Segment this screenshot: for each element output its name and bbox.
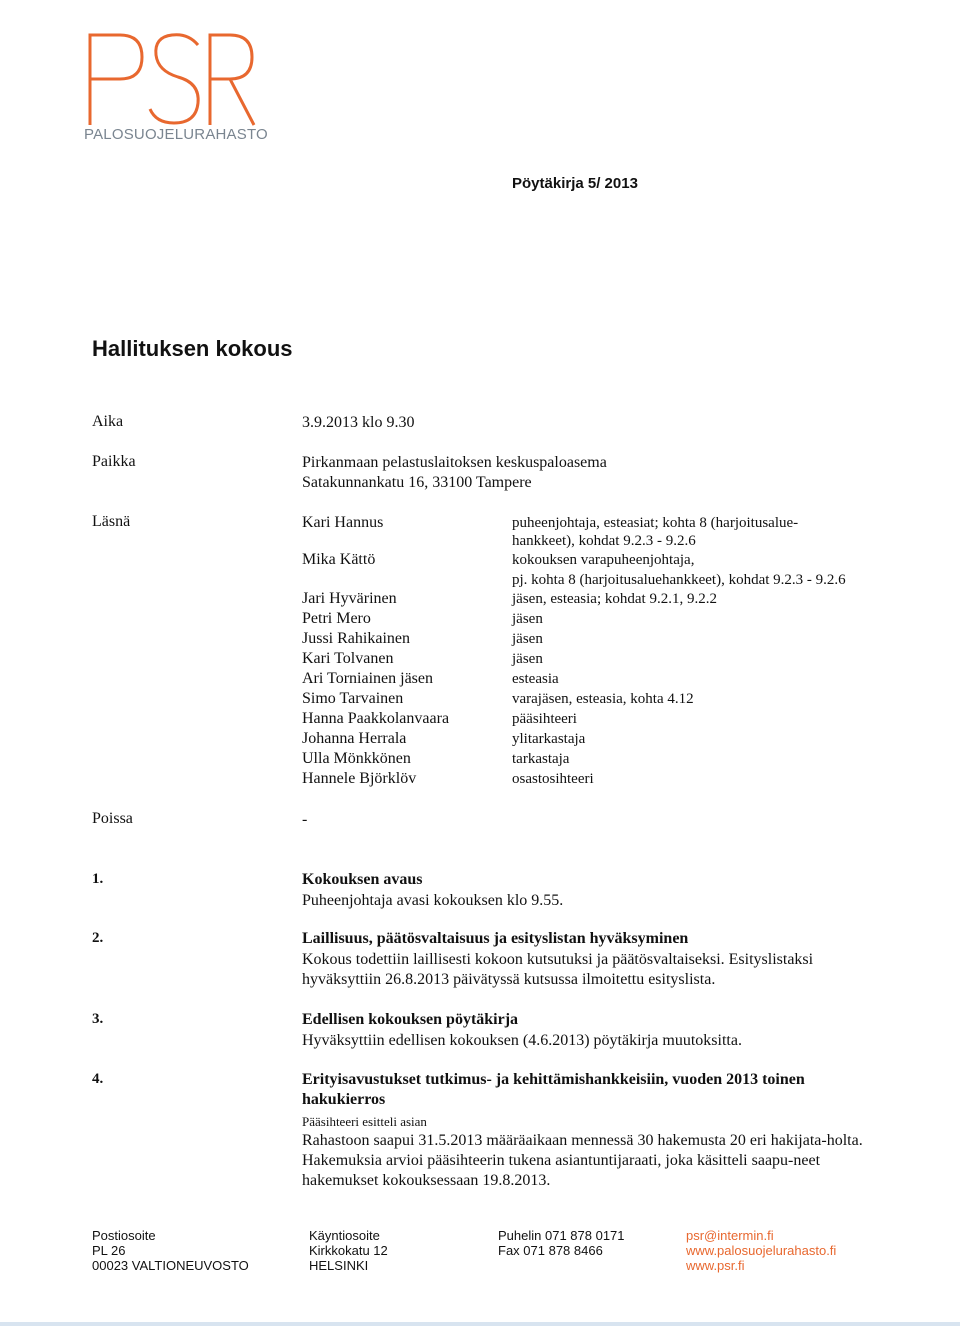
footer-postal-address — [92, 1228, 249, 1273]
attendee-role: jäsen — [512, 631, 543, 647]
attendee-name: Jussi Rahikainen — [302, 630, 410, 647]
logo-name: PALOSUOJELURAHASTO — [84, 126, 268, 143]
lasna-label: Läsnä — [92, 513, 131, 530]
attendee-name: Hanna Paakkolanvaara — [302, 710, 450, 727]
paikka-line1: Pirkanmaan pelastuslaitoksen keskuspaloasema — [302, 454, 607, 471]
attendee-role-cont: pj. kohta 8 (harjoitusaluehankkeet), kohdat 9.2.3 - 9.2.6 — [512, 572, 846, 588]
attendee-name: Simo Tarvainen — [302, 690, 404, 707]
section-body: Hyväksyttiin edellisen kokouksen (4.6.2013) pöytäkirja muutoksitta. — [302, 1032, 742, 1049]
section-body: Puheenjohtaja avasi kokouksen klo 9.55. — [302, 892, 564, 909]
attendee-role: puheenjohtaja, esteasiat; kohta 8 (harjoitusalue- — [512, 515, 799, 531]
footer-postal-line: 00023 VALTIONEUVOSTO — [92, 1258, 249, 1273]
footer-visit-heading: Käyntiosoite — [309, 1228, 380, 1243]
attendee-name: Jari Hyvärinen — [302, 590, 397, 607]
section-title: Laillisuus, päätösvaltaisuus ja esityslistan hyväksyminen — [302, 930, 689, 947]
footer-phone-line: Puhelin 071 878 0171 — [498, 1228, 625, 1243]
attendee-name: Kari Tolvanen — [302, 650, 394, 667]
section-body: Rahastoon saapui 31.5.2013 määräaikaan mennessä 30 hakemusta 20 eri hakijata-holta. Hakemuksia arvioi pääsihteerin tukena asiantuntijaraati, joka käsitteli saapu-neet hakemukset kokouksessaan 19.8.2013. — [302, 1132, 863, 1189]
poissa-value: - — [302, 811, 308, 828]
section-number: 4. — [92, 1071, 104, 1087]
attendee-role: osastosihteeri — [512, 771, 594, 787]
aika-value: 3.9.2013 klo 9.30 — [302, 414, 415, 431]
section-number: 2. — [92, 930, 104, 946]
attendee-role: varajäsen, esteasia, kohta 4.12 — [512, 691, 694, 707]
section-number: 1. — [92, 871, 104, 887]
attendee-name: Kari Hannus — [302, 514, 384, 531]
footer-phone — [498, 1228, 625, 1258]
psr-logo — [80, 25, 268, 150]
section-title: Erityisavustukset tutkimus- ja kehittämishankkeisiin, vuoden 2013 toinen — [302, 1071, 805, 1088]
attendee-role: jäsen — [512, 611, 543, 627]
attendee-role: jäsen, esteasia; kohdat 9.2.1, 9.2.2 — [512, 591, 717, 607]
footer-postal-line: PL 26 — [92, 1243, 126, 1258]
section-title-cont: hakukierros — [302, 1091, 386, 1108]
bottom-divider — [0, 1322, 960, 1326]
footer-website-link[interactable]: www.psr.fi — [686, 1258, 745, 1273]
section-number: 3. — [92, 1011, 104, 1027]
attendee-role: jäsen — [512, 651, 543, 667]
paikka-label: Paikka — [92, 453, 136, 470]
attendee-role: kokouksen varapuheenjohtaja, — [512, 552, 695, 568]
attendee-name: Ari Torniainen jäsen — [302, 670, 433, 687]
footer-fax-line: Fax 071 878 8466 — [498, 1243, 603, 1258]
paikka-line2: Satakunnankatu 16, 33100 Tampere — [302, 474, 532, 491]
section-note: Pääsihteeri esitteli asian — [302, 1114, 427, 1129]
footer-website-link[interactable]: www.palosuojelurahasto.fi — [686, 1243, 837, 1258]
footer-postal-heading: Postiosoite — [92, 1228, 156, 1243]
poissa-label: Poissa — [92, 810, 133, 827]
aika-label: Aika — [92, 413, 124, 430]
footer-visit-address — [309, 1228, 388, 1273]
section-body: Kokous todettiin laillisesti kokoon kutsutuksi ja päätösvaltaiseksi. Esityslistaksi hyväksyttiin 26.8.2013 päivätyssä kutsussa ilmoitettu esityslista. — [302, 951, 814, 988]
document-number: Pöytäkirja 5/ 2013 — [512, 175, 638, 192]
attendee-name: Hannele Björklöv — [302, 770, 417, 787]
attendee-role: ylitarkastaja — [512, 731, 586, 747]
attendee-name: Johanna Herrala — [302, 730, 407, 747]
attendee-name: Petri Mero — [302, 610, 371, 627]
attendee-name: Mika Kättö — [302, 551, 376, 568]
section-title: Kokouksen avaus — [302, 871, 423, 888]
attendee-role: pääsihteeri — [512, 711, 577, 727]
section-title: Edellisen kokouksen pöytäkirja — [302, 1011, 519, 1028]
footer-links — [686, 1228, 836, 1273]
attendee-role: tarkastaja — [512, 751, 570, 767]
footer-visit-line: Kirkkokatu 12 — [309, 1243, 388, 1258]
footer — [0, 1228, 960, 1326]
footer-email-link[interactable]: psr@intermin.fi — [686, 1228, 774, 1243]
attendee-role: esteasia — [512, 671, 559, 687]
attendee-name: Ulla Mönkkönen — [302, 750, 411, 767]
page-title: Hallituksen kokous — [92, 336, 293, 361]
attendee-role-cont: hankkeet), kohdat 9.2.3 - 9.2.6 — [512, 533, 696, 549]
footer-visit-line: HELSINKI — [309, 1258, 369, 1273]
